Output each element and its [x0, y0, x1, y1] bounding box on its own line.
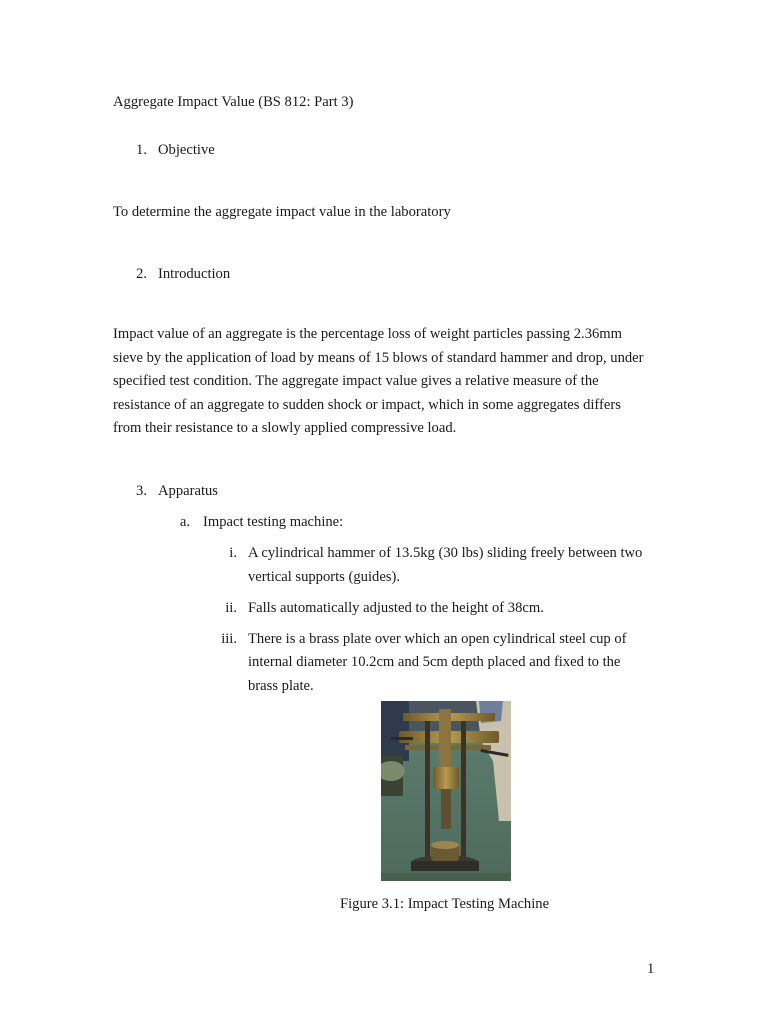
subitem-line: There is a brass plate over which an open cylindrical steel cup of	[248, 631, 627, 647]
subitem-line: brass plate.	[248, 678, 314, 694]
section-heading-apparatus: Apparatus	[158, 483, 218, 499]
paragraph-line: Impact value of an aggregate is the percentage loss of weight particles passing 2.36mm	[113, 326, 622, 342]
list-marker: a.	[179, 514, 190, 530]
list-marker: i.	[229, 545, 237, 561]
subitem-line: Falls automatically adjusted to the height of 38cm.	[248, 600, 544, 616]
paragraph-line: sieve by the application of load by means of 15 blows of standard hammer and drop, under	[113, 349, 644, 366]
apparatus-item-label: Impact testing machine:	[203, 514, 344, 530]
list-marker: ii.	[225, 600, 237, 616]
paragraph-line: specified test condition. The aggregate impact value gives a relative measure of the	[113, 373, 599, 389]
document-title: Aggregate Impact Value (BS 812: Part 3)	[113, 94, 354, 110]
objective-text: To determine the aggregate impact value in the laboratory	[113, 204, 451, 220]
figure-caption: Figure 3.1: Impact Testing Machine	[340, 896, 550, 912]
paragraph-line: from their resistance to a slowly applied compressive load.	[113, 420, 457, 436]
section-heading-objective: Objective	[158, 142, 215, 158]
list-marker: iii.	[221, 631, 237, 647]
introduction-paragraph	[113, 323, 658, 441]
subitem-line: vertical supports (guides).	[248, 569, 400, 585]
subitem-line: A cylindrical hammer of 13.5kg (30 lbs) sliding freely between two	[248, 545, 643, 561]
section-number: 2.	[136, 266, 147, 282]
paragraph-line: resistance of an aggregate to sudden shock or impact, which in some aggregates differs	[113, 396, 621, 413]
section-heading-introduction: Introduction	[158, 266, 231, 282]
page-number: 1	[647, 961, 655, 977]
section-number: 1.	[136, 142, 147, 158]
subitem-line: internal diameter 10.2cm and 5cm depth placed and fixed to the	[248, 654, 621, 670]
impact-testing-machine-photo	[381, 701, 511, 881]
section-number: 3.	[136, 483, 147, 499]
